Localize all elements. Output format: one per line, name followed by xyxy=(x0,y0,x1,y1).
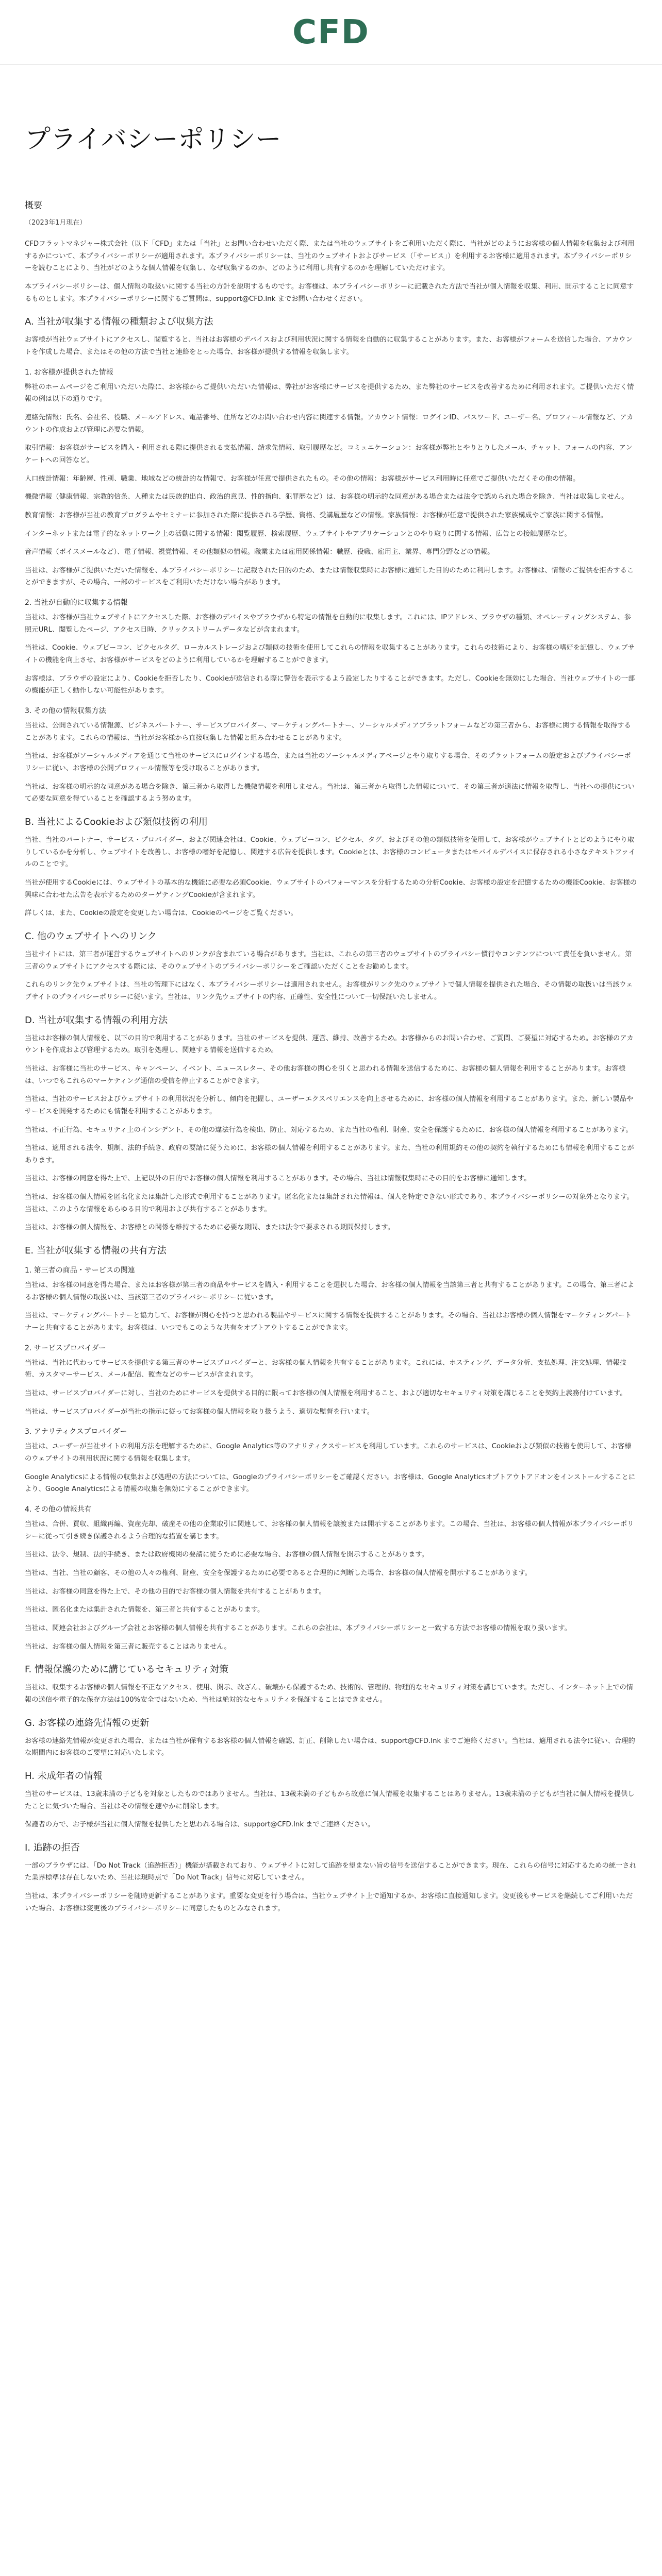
subsection-title: 2. 当社が自動的に収集する情報 xyxy=(25,599,128,607)
subsection-title: 4. その他の情報共有 xyxy=(25,1505,92,1514)
section-paragraph: 当社は、お客様に当社のサービス、キャンペーン、イベント、ニュースレター、その他お客様の関心を引くと思われる情報を送信するために、お客様の個人情報を利用することがあります。お客様は、いつでもこれらのマーケティング通信の受信を停止することができます。 xyxy=(25,1064,626,1085)
section-paragraph: インターネットまたは電子的なネットワーク上の活動に関する情報：閲覧履歴、検索履歴、ウェブサイトやアプリケーションとのやり取りに関する情報、広告との接触履歴など。 xyxy=(25,530,571,538)
section-paragraph: 当社は、合併、買収、組織再編、資産売却、破産その他の企業取引に関連して、お客様の個人情報を譲渡または開示することがあります。この場合、当社は、お客様の個人情報が本プライバシーポリシーに従って引き続き保護されるよう合理的な措置を講じます。 xyxy=(25,1520,634,1540)
section-paragraph: 取引情報：お客様がサービスを購入・利用される際に提供される支払情報、請求先情報、取引履歴など。コミュニケーション：お客様が弊社とやりとりしたメール、チャット、フォームの内容、アンケートへの回答など。 xyxy=(25,444,633,464)
section-paragraph: 当社は、お客様がソーシャルメディアを通じて当社のサービスにログインする場合、または当社のソーシャルメディアページとやり取りする場合、そのプラットフォームの設定およびプライバシーポリシーに従い、お客様の公開プロフィール情報等を受け取ることがあります。 xyxy=(25,752,631,773)
section-paragraph: 当社は、マーケティングパートナーと協力して、お客様が関心を持つと思われる製品やサービスに関する情報を提供することがあります。その場合、当社はお客様の個人情報をマーケティングパートナーと共有することがあります。お客様は、いつでもこのような共有をオプトアウトすることができます。 xyxy=(25,1312,632,1332)
cfd-logo[interactable]: CFD xyxy=(292,13,370,52)
section-paragraph: 当社は、不正行為、セキュリティ上のインシデント、その他の違法行為を検出、防止、対応するため、また当社の権利、財産、安全を保護するために、お客様の個人情報を利用することがあります。 xyxy=(25,1126,633,1134)
policy-section xyxy=(25,1769,637,1831)
policy-section xyxy=(25,929,637,1004)
section-paragraph: 当社は、当社に代わってサービスを提供する第三者のサービスプロバイダーと、お客様の個人情報を共有することがあります。これには、ホスティング、データ分析、支払処理、注文処理、情報技術、カスタマーサービス、メール配信、監査などのサービスが含まれます。 xyxy=(25,1359,626,1379)
header-divider xyxy=(0,64,662,65)
section-paragraph: 保護者の方で、お子様が当社に個人情報を提供したと思われる場合は、support@CFD.Ink までご連絡ください。 xyxy=(25,1821,375,1829)
policy-content xyxy=(0,118,662,1914)
section-paragraph: 詳しくは、また、Cookieの設定を変更したい場合は、Cookieのページをご覧ください。 xyxy=(25,909,297,918)
summary-heading: 概要 xyxy=(25,200,42,211)
section-paragraph: 当社が使用するCookieには、ウェブサイトの基本的な機能に必要な必須Cookie、ウェブサイトのパフォーマンスを分析するための分析Cookie、お客様の設定を記憶するための機能Cookie、お客様の興味に合わせた広告を表示するためのターゲティングCookieが含まれます。 xyxy=(25,878,637,899)
subsection-title: 2. サービスプロバイダー xyxy=(25,1344,106,1352)
section-paragraph: 連絡先情報：氏名、会社名、役職、メールアドレス、電話番号、住所などのお問い合わせ内容に関連する情報。アカウント情報：ログインID、パスワード、ユーザー名、プロフィール情報など、アカウントの作成および管理に必要な情報。 xyxy=(25,413,634,434)
section-title: D. 当社が収集する情報の利用方法 xyxy=(25,1014,168,1026)
section-paragraph: 当社は、お客様の同意を得た場合、またはお客様が第三者の商品やサービスを購入・利用することを選択した場合、お客様の個人情報を当該第三者と共有することがあります。この場合、第三者によるお客様の個人情報の取扱いは、当該第三者のプライバシーポリシーに従います。 xyxy=(25,1281,635,1301)
section-paragraph: 当社は、ユーザーが当社サイトの利用方法を理解するために、Google Analytics等のアナリティクスサービスを利用しています。これらのサービスは、Cookieおよび類似の技術を使用して、お客様のウェブサイトの利用状況に関する情報を収集します。 xyxy=(25,1443,632,1463)
policy-section xyxy=(25,1013,637,1234)
section-paragraph: 機微情報（健康情報、宗教的信条、人種または民族的出自、政治的意見、性的指向、犯罪歴など）は、お客様の明示的な同意がある場合または法令で認められた場合を除き、当社は収集しません。 xyxy=(25,493,628,501)
section-title: B. 当社によるCookieおよび類似技術の利用 xyxy=(25,817,208,827)
policy-section xyxy=(25,815,637,920)
subsection-title: 3. アナリティクスプロバイダー xyxy=(25,1428,127,1436)
section-paragraph: 人口統計情報：年齢層、性別、職業、地域などの統計的な情報で、お客様が任意で提供されたもの。その他の情報：お客様がサービス利用時に任意でご提供いただくその他の情報。 xyxy=(25,474,580,483)
section-paragraph: 当社は、お客様が当社ウェブサイトにアクセスした際、お客様のデバイスやブラウザから特定の情報を自動的に収集します。これには、IPアドレス、ブラウザの種類、オペレーティングシステム、参照元URL、閲覧したページ、アクセス日時、クリックストリームデータなどが含まれます。 xyxy=(25,614,631,634)
intro-paragraph: 本プライバシーポリシーは、個人情報の取扱いに関する当社の方針を説明するものです。お客様は、本プライバシーポリシーに記載された方法で当社が個人情報を収集、利用、開示することに同意するものとします。本プライバシーポリシーに関するご質問は、support@CFD.Ink までお問い合わせください。 xyxy=(25,282,634,303)
policy-section xyxy=(25,1243,637,1653)
policy-sections xyxy=(25,314,637,1914)
section-paragraph: 当社サイトには、第三者が運営するウェブサイトへのリンクが含まれている場合があります。当社は、これらの第三者のウェブサイトのプライバシー慣行やコンテンツについて責任を負いません。第三者のウェブサイトにアクセスする際には、そのウェブサイトのプライバシーポリシーをご確認いただくことをお勧めします。 xyxy=(25,950,632,971)
section-paragraph: 当社は、サービスプロバイダーが当社の指示に従ってお客様の個人情報を取り扱うよう、適切な監督を行います。 xyxy=(25,1408,374,1416)
section-paragraph: 当社は、適用される法令、規制、法的手続き、政府の要請に従うために、お客様の個人情報を利用することがあります。また、当社の利用規約その他の契約を執行するためにも情報を利用することがあります。 xyxy=(25,1144,634,1164)
section-paragraph: 当社は、お客様の明示的な同意がある場合を除き、第三者から取得した機微情報を利用しません。当社は、第三者から取得した情報について、その第三者が適法に情報を取得し、当社への提供について必要な同意を得ていることを確認するよう努めます。 xyxy=(25,783,635,803)
section-paragraph: お客様は、ブラウザの設定により、Cookieを拒否したり、Cookieが送信される際に警告を表示するよう設定したりすることができます。ただし、Cookieを無効にした場合、当社ウェブサイトの一部の機能が正しく動作しない可能性があります。 xyxy=(25,674,635,695)
section-paragraph: 当社は、関連会社およびグループ会社とお客様の個人情報を共有することがあります。これらの会社は、本プライバシーポリシーと一致する方法でお客様の情報を取り扱います。 xyxy=(25,1624,571,1632)
section-paragraph: 当社は、本プライバシーポリシーを随時更新することがあります。重要な変更を行う場合は、当社ウェブサイト上で通知するか、お客様に直接通知します。変更後もサービスを継続してご利用いただいた場合、お客様は変更後のプライバシーポリシーに同意したものとみなされます。 xyxy=(25,1892,633,1912)
section-paragraph: 当社は、お客様の個人情報を、お客様との関係を維持するために必要な期間、または法令で要求される期間保持します。 xyxy=(25,1224,394,1232)
section-paragraph: 音声情報（ボイスメールなど）、電子情報、視覚情報、その他類似の情報。職業または雇用関係情報：職歴、役職、雇用主、業界、専門分野などの情報。 xyxy=(25,548,494,556)
section-paragraph: 当社は、公開されている情報源、ビジネスパートナー、サービスプロバイダー、マーケティングパートナー、ソーシャルメディアプラットフォームなどの第三者から、お客様に関する情報を取得することがあります。これらの情報は、当社がお客様から直接収集した情報と組み合わせることがあります。 xyxy=(25,722,631,742)
section-paragraph: お客様の連絡先情報が変更された場合、または当社が保有するお客様の個人情報を確認、訂正、削除したい場合は、support@CFD.Ink までご連絡ください。当社は、適用される法令に従い、合理的な期間内にお客様のご要望に対応いたします。 xyxy=(25,1737,635,1757)
section-paragraph: 当社は、お客様の個人情報を匿名化または集計した形式で利用することがあります。匿名化または集計された情報は、個人を特定できない形式であり、本プライバシーポリシーの対象外となります。当社は、このような情報をあらゆる目的で利用および共有することがあります。 xyxy=(25,1193,634,1213)
section-paragraph: 当社のサービスは、13歳未満の子どもを対象としたものではありません。当社は、13歳未満の子どもから故意に個人情報を収集することはありません。13歳未満の子どもが当社に個人情報を提供したことに気づいた場合、当社はその情報を速やかに削除します。 xyxy=(25,1790,635,1810)
section-paragraph: 当社は、お客様の同意を得た上で、その他の目的でお客様の個人情報を共有することがあります。 xyxy=(25,1587,326,1596)
updated-date: （2023年1月現在） xyxy=(25,219,87,227)
section-paragraph: 当社は、お客様がご提供いただいた情報を、本プライバシーポリシーに記載された目的のため、または情報収集時にお客様に通知した目的のために利用します。お客様は、情報のご提供を拒否することができますが、その場合、一部のサービスをご利用いただけない場合があります。 xyxy=(25,566,634,587)
policy-section xyxy=(25,1716,637,1759)
section-title: C. 他のウェブサイトへのリンク xyxy=(25,930,157,942)
policy-section xyxy=(25,314,637,805)
section-paragraph: 弊社のホームページをご利用いただいた際に、お客様からご提供いただいた情報は、弊社がお客様にサービスを提供するため、また弊社のサービスを改善するために利用されます。ご提供いただく情報の例は以下の通りです。 xyxy=(25,383,634,403)
section-paragraph: 一部のブラウザには、「Do Not Track（追跡拒否）」機能が搭載されており、ウェブサイトに対して追跡を望まない旨の信号を送信することができます。現在、これらの信号に対応するための統一された業界標準は存在しないため、当社は現時点で「Do Not Track」信号に対応していません。 xyxy=(25,1861,637,1882)
subsection-title: 3. その他の情報収集方法 xyxy=(25,707,106,716)
section-paragraph: 当社は、当社、当社の顧客、その他の人々の権利、財産、安全を保護するために必要であると合理的に判断した場合、お客様の個人情報を開示することがあります。 xyxy=(25,1569,532,1577)
section-paragraph: 当社は、収集するお客様の個人情報を不正なアクセス、使用、開示、改ざん、破壊から保護するため、技術的、管理的、物理的なセキュリティ対策を講じています。ただし、インターネット上での情報の送信や電子的な保存方法は100%安全ではないため、当社は絶対的なセキュリティを保証することはできません。 xyxy=(25,1684,634,1704)
section-paragraph: 当社、当社のパートナー、サービス・プロバイダー、および関連会社は、Cookie、ウェブビーコン、ピクセル、タグ、およびその他の類似技術を使用して、お客様がウェブサイトとどのようにやり取りしているかを分析し、ウェブサイトを改善し、お客様の嗜好を記憶し、関連する広告を提供します。Cookieとは、お客様のコンピュータまたはモバイルデバイスに保存される小さなテキストファイルのことです。 xyxy=(25,836,636,869)
subsection-title: 1. お客様が提供された情報 xyxy=(25,368,113,377)
intro-paragraph: CFDフラットマネジャー株式会社（以下「CFD」または「当社」とお問い合わせいただく際、または当社のウェブサイトをご利用いただく際に、当社がどのようにお客様の個人情報を収集および利用するかについて、本プライバシーポリシーが適用されます。本プライバシーポリシーは、当社のウェブサイトおよびサービス（「サービス」）を利用するお客様に適用されます。本プライバシーポリシーを読むことにより、当社がどのような個人情報を収集し、なぜ収集するのか、どのように利用し共有するのかを理解していただけます。 xyxy=(25,240,635,273)
section-title: A. 当社が収集する情報の種類および収集方法 xyxy=(25,316,213,328)
section-paragraph: 当社は、匿名化または集計された情報を、第三者と共有することがあります。 xyxy=(25,1606,264,1614)
section-paragraph: お客様が当社ウェブサイトにアクセスし、閲覧すると、当社はお客様のデバイスおよび利用状況に関する情報を自動的に収集することがあります。また、お客様がフォームを送信した場合、アカウントを作成した場合、またはその他の方法で当社と連絡をとった場合、お客様が提供する情報を収集します。 xyxy=(25,336,633,356)
section-title: E. 当社が収集する情報の共有方法 xyxy=(25,1245,167,1257)
policy-section xyxy=(25,1840,637,1915)
section-paragraph: 教育情報：お客様が当社の教育プログラムやセミナーに参加された際に提供される学歴、資格、受講履歴などの情報。家族情報：お客様が任意で提供された家族構成やご家族に関する情報。 xyxy=(25,511,608,519)
section-paragraph: 当社は、お客様の同意を得た上で、上記以外の目的でお客様の個人情報を利用することがあります。その場合、当社は情報収集時にその目的をお客様に通知します。 xyxy=(25,1175,531,1183)
section-title: G. お客様の連絡先情報の更新 xyxy=(25,1717,150,1728)
site-header xyxy=(0,0,662,64)
page-title: プライバシーポリシー xyxy=(25,124,282,154)
section-paragraph: 当社は、Cookie、ウェブビーコン、ピクセルタグ、ローカルストレージおよび類似の技術を使用してこれらの情報を収集することがあります。これらの技術により、お客様の嗜好を記憶し、ウェブサイトの機能を向上させ、お客様がサービスをどのように利用しているかを理解することができます。 xyxy=(25,644,635,665)
policy-section xyxy=(25,1662,637,1706)
subsection-title: 1. 第三者の商品・サービスの関連 xyxy=(25,1266,135,1275)
section-paragraph: 当社は、当社のサービスおよびウェブサイトの利用状況を分析し、傾向を把握し、ユーザーエクスペリエンスを向上させるために、お客様の個人情報を利用することがあります。また、新しい製品やサービスを開発するためにも情報を利用することがあります。 xyxy=(25,1095,634,1115)
section-title: F. 情報保護のために講じているセキュリティ対策 xyxy=(25,1664,229,1675)
section-title: I. 追跡の拒否 xyxy=(25,1842,80,1853)
section-paragraph: これらのリンク先ウェブサイトは、当社の管理下にはなく、本プライバシーポリシーは適用されません。お客様がリンク先のウェブサイトで個人情報を提供された場合、その情報の取扱いは当該ウェブサイトのプライバシーポリシーに従います。当社は、リンク先ウェブサイトの内容、正確性、安全性について一切保証いたしません。 xyxy=(25,981,633,1001)
section-paragraph: 当社は、法令、規制、法的手続き、または政府機関の要請に従うために必要な場合、お客様の個人情報を開示することがあります。 xyxy=(25,1551,428,1559)
section-paragraph: 当社はお客様の個人情報を、以下の目的で利用することがあります。当社のサービスを提供、運営、維持、改善するため。お客様からのお問い合わせ、ご質問、ご要望に対応するため。お客様のアカウントを作成および管理するため。取引を処理し、関連する情報を送信するため。 xyxy=(25,1034,634,1055)
section-paragraph: 当社は、サービスプロバイダーに対し、当社のためにサービスを提供する目的に限ってお客様の個人情報を利用すること、および適切なセキュリティ対策を講じることを契約上義務付けています。 xyxy=(25,1389,627,1398)
section-paragraph: Google Analyticsによる情報の収集および処理の方法については、Googleのプライバシーポリシーをご確認ください。お客様は、Google Analyticsオプトアウトアドオンをインストールすることにより、Google Analyticsによる情報の収集を無効にすることができます。 xyxy=(25,1473,636,1494)
section-paragraph: 当社は、お客様の個人情報を第三者に販売することはありません。 xyxy=(25,1642,231,1651)
section-title: H. 未成年者の情報 xyxy=(25,1770,103,1782)
